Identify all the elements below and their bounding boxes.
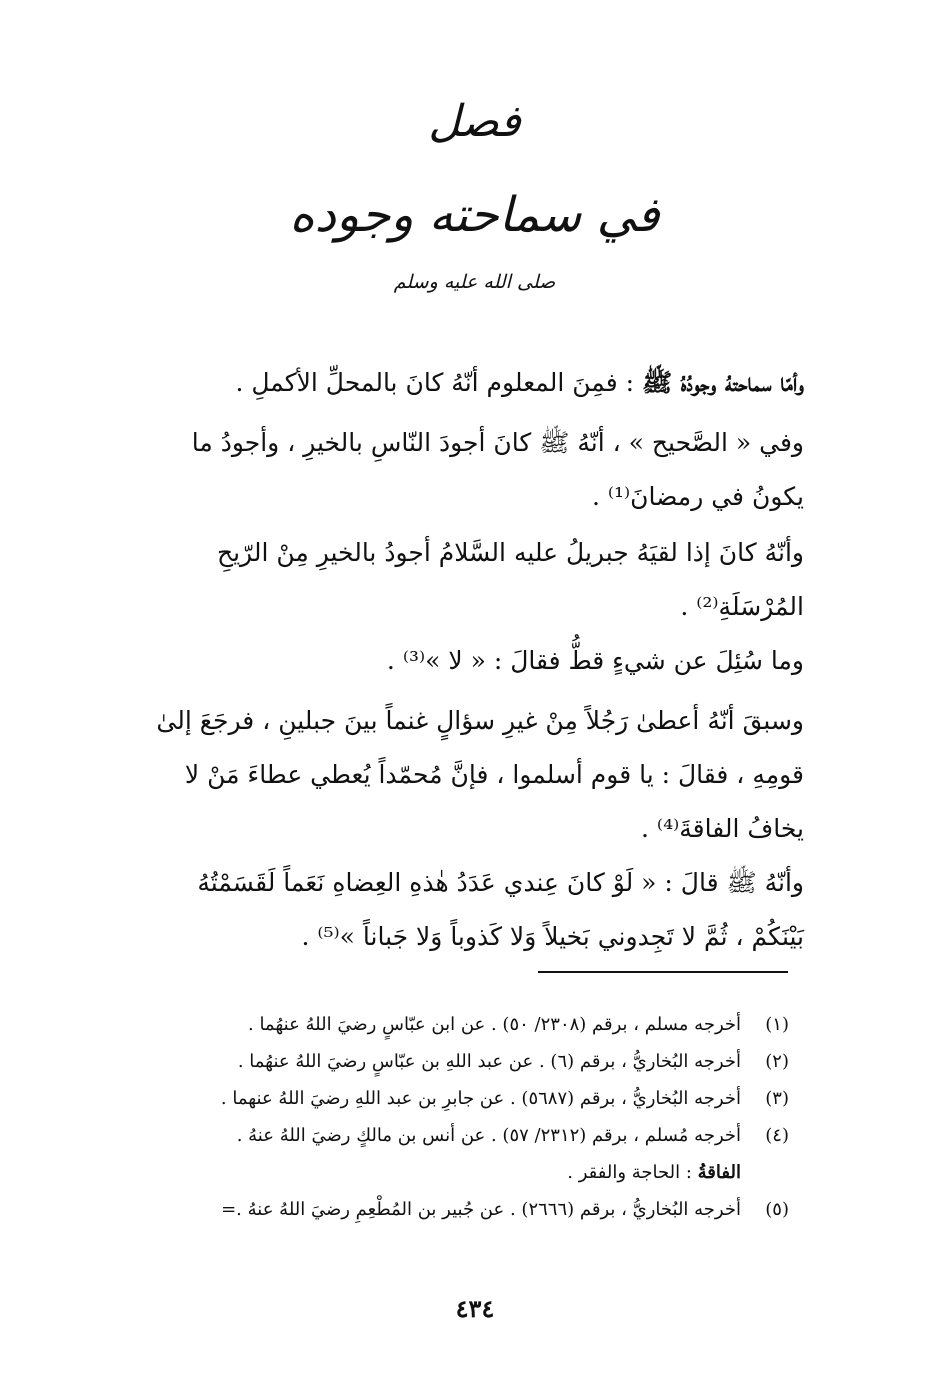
- paragraph-lead: وأمّا سماحتهُ وجودُهُ ﷺ: [642, 368, 804, 397]
- footnote-text: أخرجه البُخاريُّ ، برقم (٢٦٦٦) . عن جُبير بن المُطْعِمِ رضيَ اللهُ عنهُ .=: [221, 1199, 741, 1220]
- footnote-text: أخرجه البُخاريُّ ، برقم (٦) . عن عبد اللهِ بن عبّاسٍ رضيَ اللهُ عنهُما .: [237, 1051, 741, 1072]
- paragraph-text: وأنّهُ ﷺ قالَ : « لَوْ كانَ عِندي عَدَدُ هٰذهِ العِضاهِ نَعَماً لَقَسَمْتُهُ بَيْنَكُمْ ، ثُمَّ لا تَجِدوني بَخيلاً وَلا كَذوباً وَلا جَباناً »⁽⁵⁾ .: [197, 868, 804, 951]
- footnote-number: (٢): [765, 1051, 789, 1072]
- paragraph-6: [144, 856, 804, 964]
- chapter-word: فصل: [428, 96, 521, 147]
- footnotes: [139, 1006, 789, 1228]
- footnote-2: [139, 1043, 789, 1080]
- page-number: ٤٣٤: [455, 1294, 495, 1323]
- paragraph-text: وأنّهُ كانَ إذا لقيَهُ جبريلُ عليه السَّلامُ أجودُ بالخيرِ مِنْ الرّيحِ المُرْسَلَةِ⁽²⁾ .: [216, 538, 804, 621]
- footnote-separator: [538, 971, 788, 973]
- footnote-number: (٥): [765, 1199, 789, 1220]
- footnote-1: [139, 1006, 789, 1043]
- paragraph-text: : فمِنَ المعلوم أنّهُ كانَ بالمحلِّ الأكملِ .: [235, 368, 642, 397]
- footnote-5: [139, 1191, 789, 1228]
- footnote-number: (٤): [765, 1125, 789, 1146]
- footnote-text: [139, 1117, 741, 1191]
- footnote-text: أخرجه مسلم ، برقم (٢٣٠٨/ ٥٠) . عن ابن عبّاسٍ رضيَ اللهُ عنهُما .: [248, 1014, 741, 1035]
- paragraph-text: وفي « الصَّحيح » ، أنّهُ ﷺ كانَ أجودَ النّاسِ بالخيرِ ، وأجودُ ما يكونُ في رمضانَ⁽¹⁾ .: [191, 428, 804, 511]
- footnote-3: [139, 1080, 789, 1117]
- honorific: صلى الله عليه وسلم: [393, 271, 556, 293]
- footnote-number: (١): [765, 1014, 789, 1035]
- paragraph-text: وما سُئِلَ عن شيءٍ قطُّ فقالَ : « لا »⁽³⁾ .: [386, 646, 804, 675]
- paragraph-3: [144, 526, 804, 634]
- paragraph-2: [144, 416, 804, 524]
- paragraph-1: [144, 356, 804, 410]
- footnote-4: [139, 1117, 789, 1191]
- footnote-text: أخرجه البُخاريُّ ، برقم (٥٦٨٧) . عن جابرِ بن عبد اللهِ رضيَ اللهُ عنهما .: [220, 1088, 741, 1109]
- chapter-title: في سماحته وجوده: [289, 187, 660, 243]
- paragraph-4: [144, 634, 804, 688]
- footnote-number: (٣): [765, 1088, 789, 1109]
- gloss-term: الفاقةُ: [697, 1162, 741, 1183]
- footnote-citation: أخرجه مُسلم ، برقم (٢٣١٢/ ٥٧) . عن أنس بن مالكٍ رضيَ اللهُ عنهُ .: [236, 1125, 741, 1146]
- paragraph-text: وسبقَ أنّهُ أعطىٰ رَجُلاً مِنْ غيرِ سؤالٍ غنماً بينَ جبلينِ ، فرجَعَ إلىٰ قومِهِ ، فقالَ : يا قوم أسلموا ، فإنَّ مُحمّداً يُعطي عطاءَ مَنْ لا يخافُ الفاقةَ⁽⁴⁾ .: [156, 706, 804, 843]
- paragraph-5: [144, 694, 804, 856]
- gloss-definition: : الحاجة والفقر .: [567, 1162, 698, 1183]
